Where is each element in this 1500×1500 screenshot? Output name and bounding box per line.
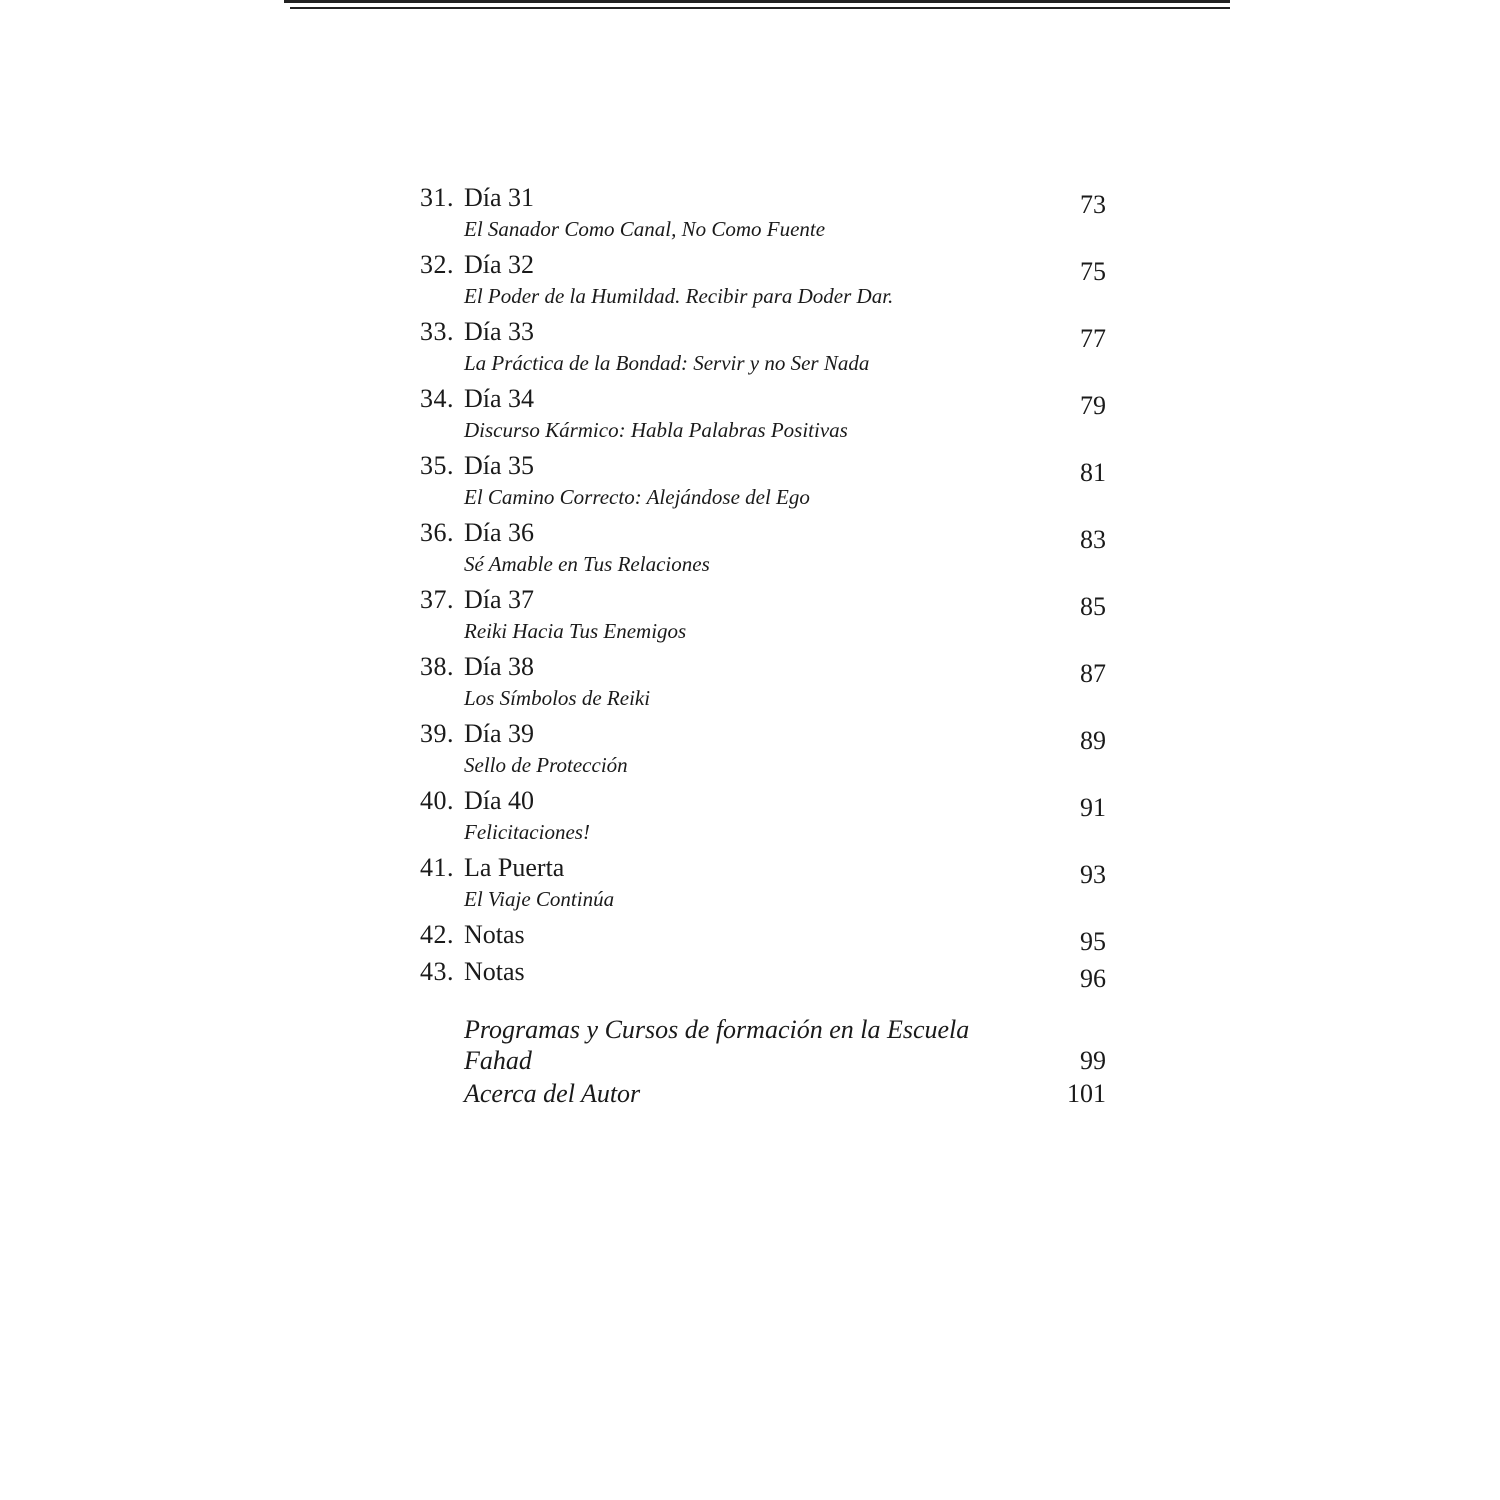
entry-page-number: 89	[1080, 726, 1106, 755]
entry-subtitle: Sé Amable en Tus Relaciones	[464, 552, 710, 576]
entry-number: 42.	[420, 920, 454, 949]
entry-number: 43.	[420, 957, 454, 986]
entry-title: Día 40	[464, 786, 535, 815]
toc-entry-41[interactable]	[420, 853, 1110, 920]
entry-subtitle: El Camino Correcto: Alejándose del Ego	[464, 485, 810, 509]
toc-entry-43[interactable]	[420, 957, 1110, 994]
entry-page-number: 75	[1080, 257, 1106, 286]
toc-entry-40[interactable]	[420, 786, 1110, 853]
entry-subtitle: Reiki Hacia Tus Enemigos	[464, 619, 687, 643]
toc-entry-37[interactable]	[420, 585, 1110, 652]
entry-number: 37.	[420, 585, 454, 614]
toc-entry-32[interactable]	[420, 250, 1110, 317]
toc-entry-34[interactable]	[420, 384, 1110, 451]
entry-number: 32.	[420, 250, 454, 279]
entry-number: 41.	[420, 853, 454, 882]
entry-title: Notas	[464, 957, 525, 986]
entry-page-number: 73	[1080, 190, 1106, 219]
entry-subtitle: El Sanador Como Canal, No Como Fuente	[464, 217, 826, 241]
entry-page-number: 93	[1080, 860, 1106, 889]
entry-page-number: 101	[1067, 1079, 1106, 1108]
entry-page-number: 96	[1080, 964, 1106, 993]
entry-number: 33.	[420, 317, 454, 346]
entry-subtitle: Los Símbolos de Reiki	[464, 686, 651, 710]
entry-number: 36.	[420, 518, 454, 547]
entry-page-number: 95	[1080, 927, 1106, 956]
entry-title: Día 38	[464, 652, 535, 681]
toc-entry-33[interactable]	[420, 317, 1110, 384]
entry-number: 34.	[420, 384, 454, 413]
entry-number: 40.	[420, 786, 454, 815]
entry-subtitle: Discurso Kármico: Habla Palabras Positivas	[464, 418, 848, 442]
toc-entry-31[interactable]	[420, 183, 1110, 250]
top-rule-secondary	[290, 7, 1230, 9]
top-rule	[284, 0, 1230, 3]
entry-title: La Puerta	[464, 853, 565, 882]
entry-page-number: 87	[1080, 659, 1106, 688]
entry-title: Día 35	[464, 451, 535, 480]
entry-subtitle: Felicitaciones!	[464, 820, 590, 844]
toc-entry-36[interactable]	[420, 518, 1110, 585]
toc-entry-39[interactable]	[420, 719, 1110, 786]
entry-title: Día 33	[464, 317, 535, 346]
entry-subtitle: Sello de Protección	[464, 753, 628, 777]
entry-page-number: 77	[1080, 324, 1106, 353]
entry-title: Acerca del Autor	[464, 1079, 641, 1108]
entry-page-number: 81	[1080, 458, 1106, 487]
entry-page-number: 85	[1080, 592, 1106, 621]
entry-number: 38.	[420, 652, 454, 681]
toc-entry-programas[interactable]	[464, 1014, 1110, 1076]
entry-number: 35.	[420, 451, 454, 480]
entry-title: Día 39	[464, 719, 535, 748]
entry-title: Día 36	[464, 518, 535, 547]
toc-extras	[464, 1014, 1110, 1109]
entry-number: 31.	[420, 183, 454, 212]
entry-number: 39.	[420, 719, 454, 748]
entry-subtitle: El Poder de la Humildad. Recibir para Doder Dar.	[464, 284, 894, 308]
entry-page-number: 99	[1080, 1046, 1106, 1075]
entry-subtitle: El Viaje Continúa	[464, 887, 615, 911]
table-of-contents	[420, 183, 1110, 994]
entry-title: Notas	[464, 920, 525, 949]
entry-subtitle: La Práctica de la Bondad: Servir y no Ser Nada	[464, 351, 870, 375]
entry-title: Programas y Cursos de formación en la Escuela Fahad	[464, 1015, 970, 1075]
toc-entry-acerca-del-autor[interactable]	[464, 1078, 1110, 1109]
entry-page-number: 79	[1080, 391, 1106, 420]
toc-entry-42[interactable]	[420, 920, 1110, 957]
entry-page-number: 91	[1080, 793, 1106, 822]
entry-title: Día 31	[464, 183, 535, 212]
entry-title: Día 34	[464, 384, 535, 413]
entry-title: Día 32	[464, 250, 535, 279]
toc-entry-35[interactable]	[420, 451, 1110, 518]
entry-title: Día 37	[464, 585, 535, 614]
entry-page-number: 83	[1080, 525, 1106, 554]
toc-entry-38[interactable]	[420, 652, 1110, 719]
